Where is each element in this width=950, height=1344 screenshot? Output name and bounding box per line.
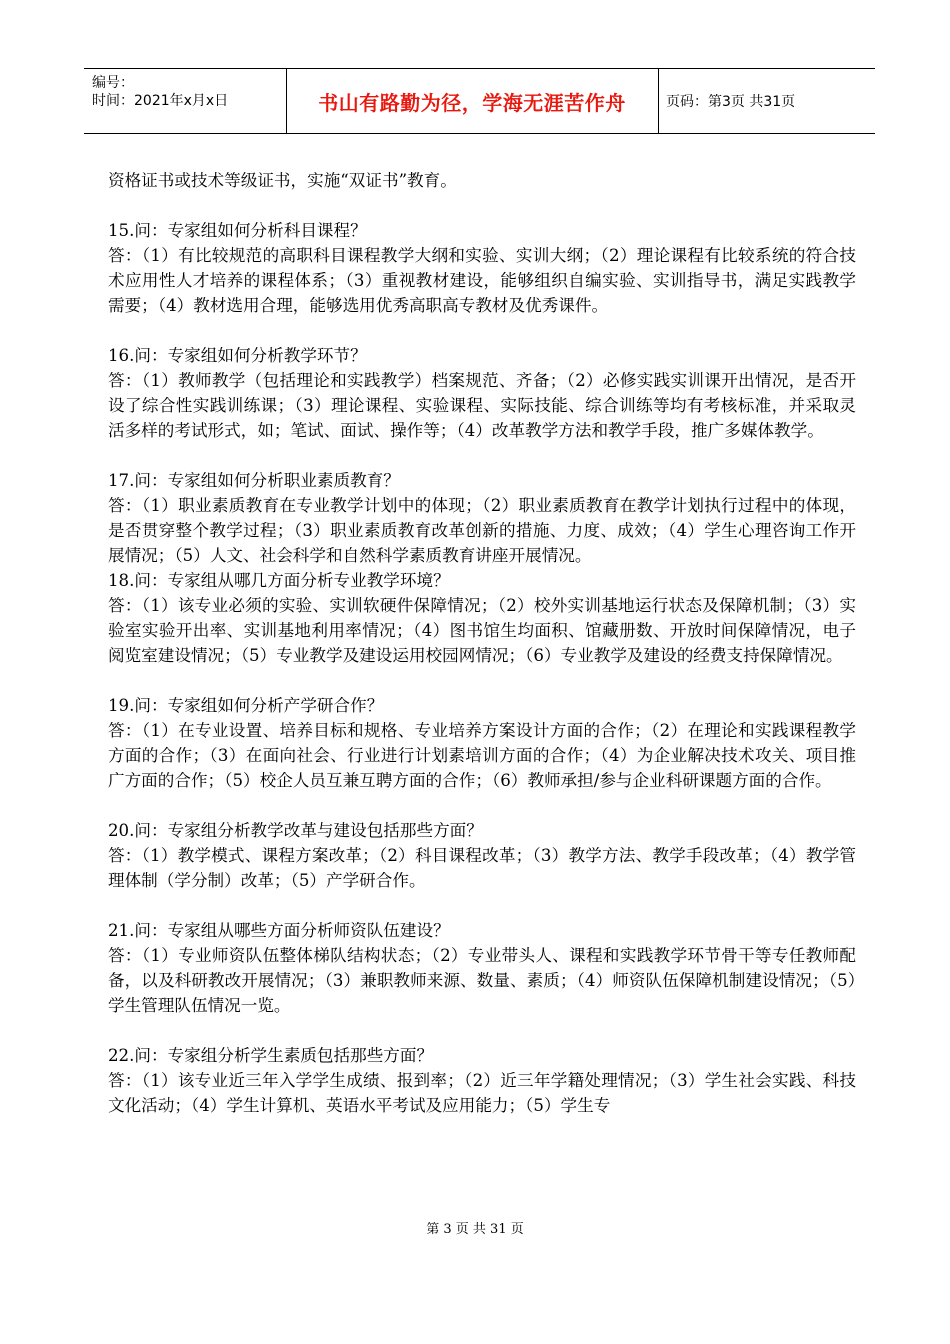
question: 18.问：专家组从哪几方面分析专业教学环境？ [108,571,450,590]
question: 17.问：专家组如何分析职业素质教育？ [108,471,400,490]
qa-item-19 [108,693,856,793]
qa-item-22 [108,1043,856,1118]
question: 15.问：专家组如何分析科目课程？ [108,221,367,240]
question: 16.问：专家组如何分析教学环节？ [108,346,367,365]
answer: 答：（1）职业素质教育在专业教学计划中的体现；（2）职业素质教育在教学计划执行过程中的体现，是否贯穿整个教学过程；（3）职业素质教育改革创新的措施、力度、成效；（4）学生心理咨询工作开展情况；（5）人文、社会科学和自然科学素质教育讲座开展情况。 [108,496,856,565]
answer: 答：（1）有比较规范的高职科目课程教学大纲和实验、实训大纲；（2）理论课程有比较系统的符合技术应用性人才培养的课程体系；（3）重视教材建设，能够组织自编实验、实训指导书，满足实践教学需要；（4）教材选用合理，能够选用优秀高职高专教材及优秀课件。 [108,246,856,315]
answer: 答：（1）教师教学（包括理论和实践教学）档案规范、齐备；（2）必修实践实训课开出情况，是否开设了综合性实践训练课；（3）理论课程、实验课程、实际技能、综合训练等均有考核标准，并采取灵活多样的考试形式，如；笔试、面试、操作等；（4）改革教学方法和教学手段，推广多媒体教学。 [108,371,856,440]
qa-item-20 [108,818,856,893]
question: 19.问：专家组如何分析产学研合作？ [108,696,384,715]
question: 20.问：专家组分析教学改革与建设包括那些方面？ [108,821,483,840]
question: 22.问：专家组分析学生素质包括那些方面？ [108,1046,434,1065]
question: 21.问：专家组从哪些方面分析师资队伍建设？ [108,921,450,940]
answer: 答：（1）教学模式、课程方案改革；（2）科目课程改革；（3）教学方法、教学手段改革；（4）教学管理体制（学分制）改革；（5）产学研合作。 [108,846,856,890]
page-header [84,68,875,134]
qa-item-16 [108,343,856,443]
header-divider-right [658,69,659,133]
header-motto: 书山有路勤为径，学海无涯苦作舟 [318,90,626,115]
document-body [108,168,856,1118]
answer: 答：（1）专业师资队伍整体梯队结构状态；（2）专业带头人、课程和实践教学环节骨干等专任教师配备，以及科研教改开展情况；（3）兼职教师来源、数量、素质；（4）师资队伍保障机制建设情况；（5）学生管理队伍情况一览。 [108,946,856,1015]
document-number-label: 编号： [92,75,134,91]
qa-item-18 [108,568,856,668]
document-time-label: 时间：2021年x月x日 [92,93,229,109]
qa-item-15 [108,218,856,318]
answer: 答：（1）该专业必须的实验、实训软硬件保障情况；（2）校外实训基地运行状态及保障机制；（3）实验室实验开出率、实训基地利用率情况；（4）图书馆生均面积、馆藏册数、开放时间保障情况，电子阅览室建设情况；（5）专业教学及建设运用校园网情况；（6）专业教学及建设的经费支持保障情况。 [108,596,856,665]
intro-paragraph: 资格证书或技术等级证书，实施“双证书”教育。 [108,171,457,190]
page-footer: 第 3 页 共 31 页 [426,1222,524,1237]
header-page-label: 页码：第3页 共31页 [666,94,796,110]
answer: 答：（1）该专业近三年入学学生成绩、报到率；（2）近三年学籍处理情况；（3）学生社会实践、科技文化活动；（4）学生计算机、英语水平考试及应用能力；（5）学生专 [108,1071,856,1115]
qa-item-21 [108,918,856,1018]
header-meta [92,74,228,110]
qa-item-17 [108,468,856,568]
answer: 答：（1）在专业设置、培养目标和规格、专业培养方案设计方面的合作；（2）在理论和实践课程教学方面的合作；（3）在面向社会、行业进行计划素培训方面的合作；（4）为企业解决技术攻关、项目推广方面的合作；（5）校企人员互兼互聘方面的合作；（6）教师承担/参与企业科研课题方面的合作。 [108,721,856,790]
